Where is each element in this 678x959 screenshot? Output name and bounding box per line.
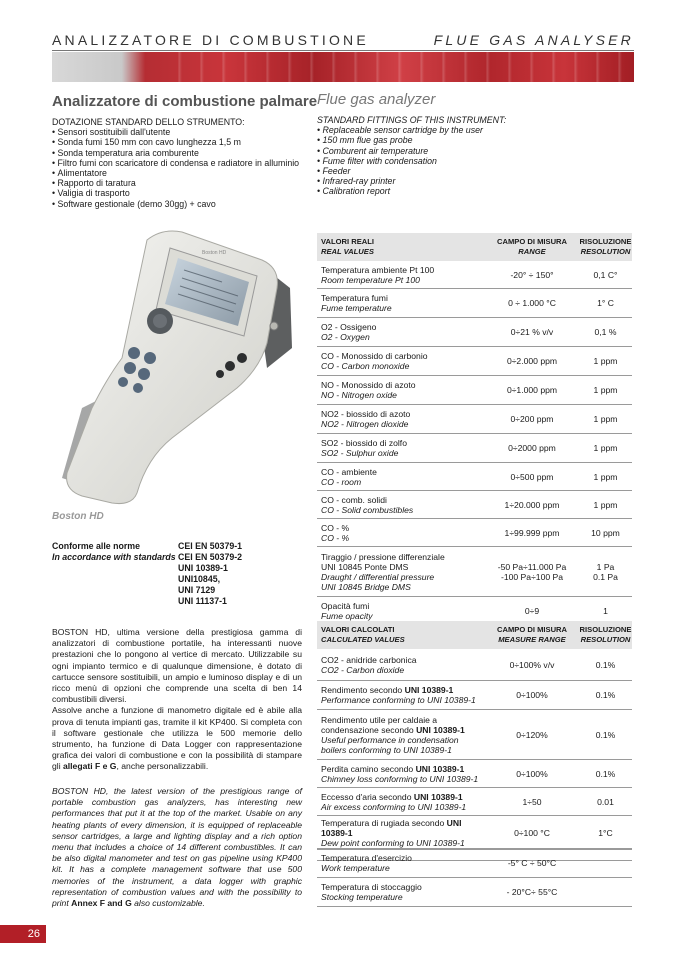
- table-header: [317, 233, 632, 261]
- calculated-values-table: [317, 621, 632, 861]
- row-resolution: 1 ppm: [593, 443, 618, 453]
- row-range: 0÷200 ppm: [510, 414, 554, 424]
- real-values-table: [317, 233, 632, 625]
- table-row: [317, 788, 632, 816]
- header-right-title: FLUE GAS ANALYSER: [433, 32, 634, 48]
- row-range: - 20°C÷ 55°C: [506, 887, 558, 897]
- col-header-range: MEASURE RANGE: [498, 635, 566, 644]
- standard-fittings-heading: DOTAZIONE STANDARD DELLO STRUMENTO:: [52, 117, 245, 127]
- device-caption: Boston HD: [52, 511, 104, 522]
- row-label-it: Rendimento secondo: [321, 685, 405, 695]
- row-range: 0÷100 °C: [514, 827, 550, 838]
- row-label-en: CO - Carbon monoxide: [321, 361, 410, 371]
- row-resolution: 0.1%: [595, 768, 616, 779]
- row-label-it: condensazione secondo: [321, 724, 417, 735]
- row-range: 0 ÷ 1.000 °C: [508, 298, 556, 308]
- conformity-label-it: Conforme alle norme: [52, 541, 140, 551]
- row-label-it: SO2 - biossido di zolfo: [321, 438, 407, 448]
- row-label-it: CO - ambiente: [321, 466, 377, 477]
- row-label-it: Temperatura d'esercizio: [321, 853, 412, 863]
- row-range: 0÷100% v/v: [509, 659, 555, 670]
- row-resolution: 1: [603, 606, 608, 616]
- table-row: [317, 519, 632, 547]
- row-label-it: Perdita camino secondo: [321, 763, 416, 774]
- row-range: 0÷1.000 ppm: [506, 385, 558, 395]
- list-item: • Filtro fumi con scaricatore di condensa e radiatore in alluminio: [52, 158, 302, 168]
- list-item: • Alimentatore: [52, 168, 302, 178]
- annex-highlight: allegati F e G: [63, 761, 117, 772]
- row-label-it: CO - %: [321, 522, 350, 533]
- row-range: 0÷21 % v/v: [510, 327, 554, 337]
- norm-item: UNI10845,: [178, 574, 221, 584]
- table-row: [317, 289, 632, 318]
- norm-ref: UNI 10389-1: [416, 724, 465, 735]
- list-item: • Sonda temperatura aria comburente: [52, 148, 302, 158]
- row-label-en: O2 - Oxygen: [321, 332, 370, 342]
- row-resolution: 1°C: [598, 827, 613, 838]
- row-label-it: Temperatura ambiente Pt 100: [321, 264, 435, 275]
- row-range: -50 Pa÷11.000 Pa: [497, 561, 567, 572]
- row-range: 0÷9: [524, 606, 540, 616]
- row-label-it: Temperatura di stoccaggio: [321, 882, 422, 892]
- norm-item: UNI 10389-1: [178, 563, 228, 573]
- description-en-end: also customizable.: [131, 898, 205, 909]
- row-range: 0÷120%: [516, 729, 548, 740]
- page-number: 26: [0, 925, 46, 943]
- row-range: 0÷500 ppm: [510, 471, 554, 482]
- row-label-it: O2 - Ossigeno: [321, 322, 377, 332]
- row-label-en: SO2 - Sulphur oxide: [321, 448, 399, 458]
- row-range: 1÷50: [522, 796, 542, 807]
- row-label-en: Useful performance in condensation: [321, 734, 459, 745]
- list-item: • Comburent air temperature: [317, 146, 617, 156]
- norm-ref: UNI 10389-1: [404, 685, 454, 695]
- row-range: 0÷100%: [516, 690, 548, 700]
- list-item: • Feeder: [317, 166, 617, 176]
- table-row: [317, 849, 632, 878]
- row-resolution: 1 ppm: [593, 471, 618, 482]
- row-resolution: 0.1%: [595, 729, 616, 740]
- row-label-en: NO - Nitrogen oxide: [321, 390, 397, 400]
- row-label-en: Air excess conforming to UNI 10389-1: [321, 801, 467, 812]
- norm-ref: UNI 10389-1: [321, 817, 462, 838]
- list-item: • Fume filter with condensation: [317, 156, 617, 166]
- table-row: [317, 318, 632, 347]
- row-resolution: 1 ppm: [593, 356, 618, 366]
- list-item: • Sonda fumi 150 mm con cavo lunghezza 1,5 m: [52, 137, 302, 147]
- row-label-it: CO2 - anidride carbonica: [321, 654, 417, 665]
- description-it-p1: BOSTON HD, ultima versione della prestigiosa gamma di analizzatori di combustione portatile, ha interessanti nuove prestazioni che lo pongono al vertice di mercato. Utilizzabile su ogni impianto termico e di qualunque dimensione, è dotato di cartucce sensore sostituibili, un ampio e luminoso display e di un ricco menù di opzioni che comprende una scelta di ben 14 combustibili diversi.: [52, 627, 302, 705]
- table-row: [317, 405, 632, 434]
- description-it-p2-end: , anche personalizzabili.: [116, 761, 209, 772]
- row-label-en: Performance conforming to UNI 10389-1: [321, 695, 476, 705]
- row-label-it: Rendimento utile per caldaie a: [321, 714, 438, 725]
- row-resolution: 1 ppm: [593, 385, 618, 395]
- row-label-en: CO - room: [321, 476, 362, 487]
- table-row: [317, 547, 632, 597]
- conformity-label-en: In accordance with standards: [52, 552, 176, 562]
- row-label-it: Opacità fumi: [321, 601, 370, 611]
- col-header-range: CAMPO DI MISURA: [496, 237, 568, 246]
- row-label-en: CO2 - Carbon dioxide: [321, 664, 405, 675]
- row-range: 0÷2000 ppm: [508, 443, 556, 453]
- row-range: -100 Pa÷100 Pa: [500, 571, 564, 582]
- description-en-p1: BOSTON HD, the latest version of the prestigious range of portable combustion gas analyzers, has interesting new performances that put it at the top of the market. Usable on any heating plants of every dimension, it is equipped of replaceable sensor cartridges, a large and lighting display and a rich option menu that includes a choice of 14 different combustibles. It can be also digital manometer and test on gas pipeline using KP400 kit. It has a complete management software that use 500 memories of the instrument, a data logger with graphic representation of combustion values and with the possibility to print: [52, 786, 302, 909]
- table-row: [317, 816, 632, 850]
- row-label-it: UNI 10845 Ponte DMS: [321, 561, 409, 572]
- row-label-en: CO - Solid combustibles: [321, 504, 414, 515]
- col-header-label: CALCULATED VALUES: [321, 635, 405, 644]
- col-header-resolution: RESOLUTION: [580, 635, 631, 644]
- col-header-range: CAMPO DI MISURA: [496, 625, 568, 634]
- list-item: • Rapporto di taratura: [52, 178, 302, 188]
- row-label-en: Draught / differential pressure: [321, 571, 435, 582]
- row-label-it: Temperatura di rugiada secondo: [321, 817, 447, 828]
- table-row: [317, 710, 632, 760]
- norm-ref: UNI 10389-1: [413, 791, 463, 802]
- row-label-en: boilers conforming to UNI 10389-1: [321, 744, 452, 755]
- table-row: [317, 347, 632, 376]
- table-row: [317, 878, 632, 907]
- col-header-label: REAL VALUES: [321, 247, 374, 256]
- standard-fittings-en: [317, 115, 617, 197]
- norm-item: UNI 11137-1: [178, 596, 227, 606]
- row-label-it: Eccesso d'aria secondo: [321, 791, 414, 802]
- header-divider: [52, 50, 634, 51]
- col-header-resolution: RISOLUZIONE: [579, 625, 632, 634]
- standard-fittings-it: [52, 117, 302, 209]
- col-header-label: VALORI CALCOLATI: [321, 625, 395, 634]
- row-resolution: 0,1 C°: [593, 269, 618, 280]
- row-label-it: CO - Monossido di carbonio: [321, 351, 428, 361]
- description-it: [52, 627, 302, 773]
- list-item: • 150 mm flue gas probe: [317, 135, 617, 145]
- row-resolution: 1 Pa: [596, 561, 615, 572]
- annex-highlight: Annex F and G: [71, 898, 132, 909]
- row-label-en: Chimney loss conforming to UNI 10389-1: [321, 773, 479, 784]
- list-item: • Replaceable sensor cartridge by the user: [317, 125, 617, 135]
- row-label-en: Fume opacity: [321, 611, 373, 621]
- col-header-resolution: RISOLUZIONE: [579, 237, 632, 246]
- row-label-en: CO - %: [321, 532, 350, 543]
- row-resolution: 0,1 %: [594, 327, 617, 337]
- environment-table: [317, 848, 632, 907]
- norm-ref: UNI 10389-1: [415, 763, 465, 774]
- device-brand-label: Boston HD: [202, 250, 227, 256]
- row-label-it: NO - Monossido di azoto: [321, 380, 416, 390]
- table-row: [317, 376, 632, 405]
- header-left-title: ANALIZZATORE DI COMBUSTIONE: [52, 32, 369, 48]
- table-row: [317, 491, 632, 519]
- norm-item: CEI EN 50379-2: [178, 552, 243, 562]
- table-row: [317, 261, 632, 289]
- row-label-en: Room temperature Pt 100: [321, 274, 420, 285]
- row-label-en: Fume temperature: [321, 303, 392, 313]
- row-label-it: Tiraggio / pressione differenziale: [321, 551, 445, 562]
- col-header-range: RANGE: [518, 247, 546, 256]
- row-resolution: 0.1%: [595, 659, 616, 670]
- row-resolution: 1 ppm: [593, 499, 618, 510]
- row-range: -20° ÷ 150°: [510, 269, 554, 280]
- row-resolution: 0.1%: [595, 690, 616, 700]
- table-row: [317, 649, 632, 681]
- table-row: [317, 463, 632, 491]
- header-band-texture: [160, 52, 634, 82]
- row-resolution: 10 ppm: [591, 527, 620, 538]
- list-item: • Infrared-ray printer: [317, 176, 617, 186]
- standard-fittings-heading: STANDARD FITTINGS OF THIS INSTRUMENT:: [317, 115, 507, 125]
- list-item: • Software gestionale (demo 30gg) + cavo: [52, 199, 302, 209]
- list-item: • Valigia di trasporto: [52, 188, 302, 198]
- norm-item: CEI EN 50379-1: [178, 541, 243, 551]
- col-header-resolution: RESOLUTION: [580, 247, 631, 256]
- product-title-it: Analizzatore di combustione palmare: [52, 93, 318, 110]
- row-range: 0÷2.000 ppm: [506, 356, 558, 366]
- row-range: 0÷100%: [516, 768, 548, 779]
- table-row: [317, 760, 632, 788]
- row-label-it: CO - comb. solidi: [321, 494, 387, 505]
- table-row: [317, 434, 632, 463]
- row-label-it: Temperatura fumi: [321, 293, 388, 303]
- row-label-en: Stocking temperature: [321, 892, 403, 902]
- row-label-en: UNI 10845 Bridge DMS: [321, 581, 411, 592]
- row-label-it: NO2 - biossido di azoto: [321, 409, 411, 419]
- row-label-en: Work temperature: [321, 863, 390, 873]
- row-range: 1÷99.999 ppm: [504, 527, 560, 538]
- row-resolution: 1 ppm: [593, 414, 618, 424]
- device-illustration: [52, 218, 302, 508]
- row-resolution: 0.1 Pa: [593, 571, 618, 582]
- table-row: [317, 681, 632, 710]
- list-item: • Sensori sostituibili dall'utente: [52, 127, 302, 137]
- col-header-label: VALORI REALI: [321, 237, 375, 246]
- row-resolution: 0.01: [597, 796, 614, 807]
- row-label-en: Dew point conforming to UNI 10389-1: [321, 837, 465, 848]
- product-title-en: Flue gas analyzer: [317, 91, 436, 108]
- list-item: • Calibration report: [317, 186, 617, 196]
- row-range: -5° C ÷ 50°C: [507, 858, 557, 868]
- description-en: [52, 786, 302, 909]
- row-label-en: NO2 - Nitrogen dioxide: [321, 419, 409, 429]
- norm-item: UNI 7129: [178, 585, 216, 595]
- description-it-p2: Assolve anche a funzione di manometro digitale ed è abile alla prova di tenuta impianti gas, tramite il kit KP400. Si completa con il software gestionale che utilizza le 500 memorie dello strumento, ha funzione di Data Logger con rappresentazione grafica dei valori di combustione e con la possibilità di stampare gli: [52, 705, 302, 772]
- row-resolution: 1° C: [597, 298, 614, 308]
- table-header: [317, 621, 632, 649]
- row-range: 1÷20.000 ppm: [504, 499, 560, 510]
